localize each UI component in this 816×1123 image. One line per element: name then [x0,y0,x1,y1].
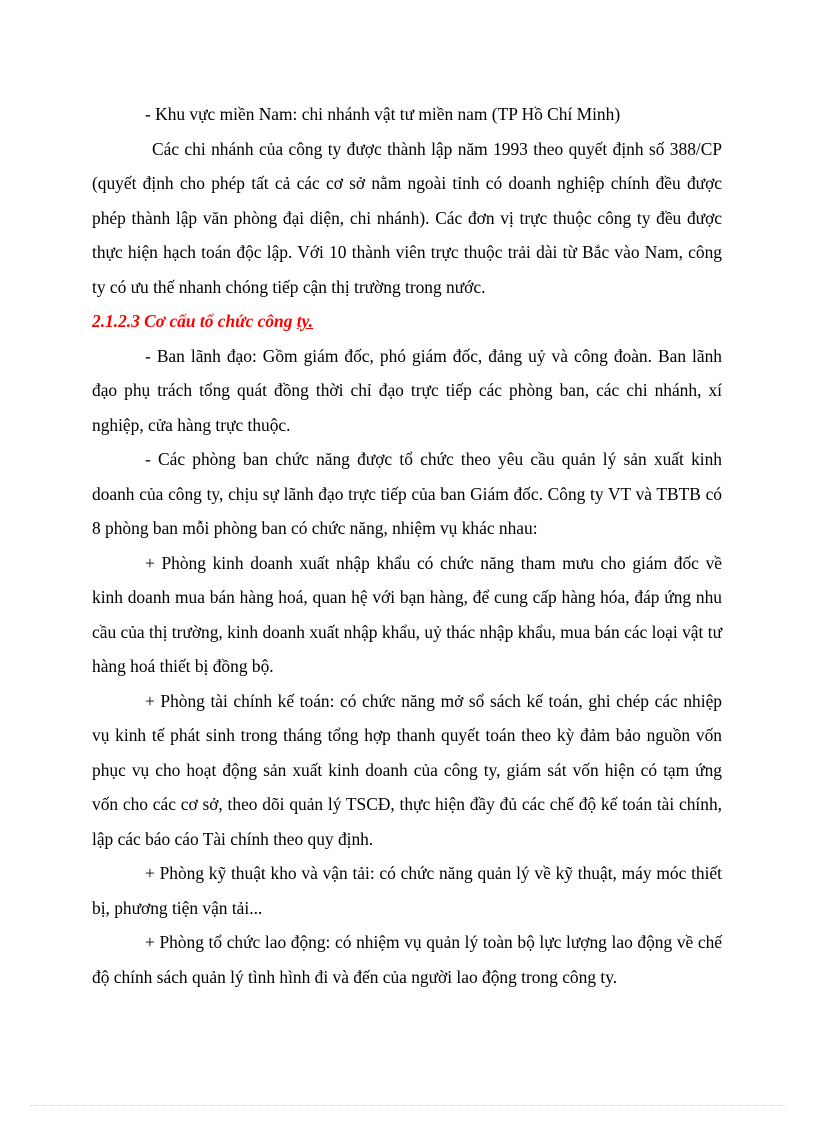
section-heading-text: 2.1.2.3 Cơ cấu tổ chức công [92,311,297,331]
paragraph-import-export-dept: + Phòng kinh doanh xuất nhập khẩu có chức năng tham mưu cho giám đốc về kinh doanh mua bán hàng hoá, quan hệ với bạn hàng, để cung cấp hàng hóa, đáp ứng nhu cầu của thị trường, kinh doanh xuất nhập khẩu, uỷ thác nhập khẩu, mua bán các loại vật tư hàng hoá thiết bị đồng bộ. [92,552,722,676]
paragraph-departments: - Các phòng ban chức năng được tổ chức theo yêu cầu quản lý sản xuất kinh doanh của công ty, chịu sự lãnh đạo trực tiếp của ban Giám đốc. Công ty VT và TBTB có 8 phòng ban mỗi phòng ban có chức năng, nhiệm vụ khác nhau: [92,449,722,538]
section-heading-underlined: ty. [296,311,314,331]
paragraph-branches: Các chi nhánh của công ty được thành lập năm 1993 theo quyết định số 388/CP (quyết định cho phép tất cả các cơ sở nằm ngoài tỉnh có doanh nghiệp chính đều được phép thành lập văn phòng đại diện, chi nhánh). Các đơn vị trực thuộc công ty đều được thực hiện hạch toán độc lập. Với 10 thành viên trực thuộc trải dài từ Bắc vào Nam, công ty có ưu thế nhanh chóng tiếp cận thị trường trong nước. [92,138,722,297]
page-footer-divider [30,1105,786,1106]
paragraph-southern-region: - Khu vực miền Nam: chi nhánh vật tư miền nam (TP Hồ Chí Minh) [145,104,621,124]
paragraph-finance-dept: + Phòng tài chính kế toán: có chức năng mở sổ sách kế toán, ghi chép các nhiệp vụ kinh tế phát sinh trong tháng tổng hợp thanh quyết toán theo kỳ đảm bảo nguồn vốn phục vụ cho hoạt động sản xuất kinh doanh của công ty, giám sát vốn hiện có tạm ứng vốn cho các cơ sở, theo dõi quản lý TSCĐ, thực hiện đầy đủ các chế độ kế toán tài chính, lập các báo cáo Tài chính theo quy định. [92,690,722,849]
paragraph-labor-dept: + Phòng tổ chức lao động: có nhiệm vụ quản lý toàn bộ lực lượng lao động về chế độ chính sách quản lý tình hình đi và đến của người lao động trong công ty. [92,932,722,987]
paragraph-leadership: - Ban lãnh đạo: Gồm giám đốc, phó giám đốc, đảng uỷ và công đoàn. Ban lãnh đạo phụ trách tổng quát đồng thời chỉ đạo trực tiếp các phòng ban, các chi nhánh, xí nghiệp, cửa hàng trực thuộc. [92,345,722,435]
section-heading [92,304,722,339]
document-page [92,97,722,994]
paragraph-technical-dept: + Phòng kỹ thuật kho và vận tải: có chức năng quản lý về kỹ thuật, máy móc thiết bị, phương tiện vận tải... [92,863,722,918]
